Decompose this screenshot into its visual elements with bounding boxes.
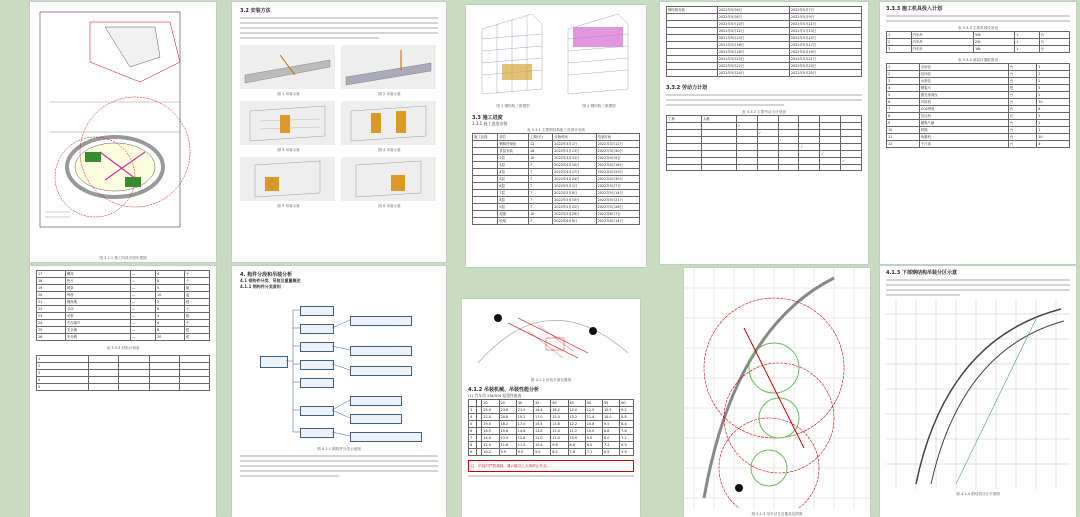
table-row: 4 钢卷尺 把 5: [887, 85, 1070, 92]
table-row: 8层 7 2022年5月15日 2022年5月21日: [473, 197, 640, 204]
table-row: 9 碳弧气刨 台 2: [887, 120, 1070, 127]
section-heading: 3.3 施工进度: [472, 115, 503, 121]
table-row: 7层 7 2022年5月8日 2022年5月14日: [473, 190, 640, 197]
table-row: 21 钢丝绳 — 2 根: [37, 299, 210, 306]
figure-3d-1: 图 1 吊装示意: [240, 45, 337, 97]
table-row: 26 安全网 — 20 张: [37, 334, 210, 341]
subsection-heading: 4.1.1 钢构件分类原则: [240, 284, 281, 289]
figure-caption: 图 4.1.4 钢结构分区平面图: [956, 492, 1000, 496]
page-thumbnail-component-analysis[interactable]: [232, 266, 446, 517]
table-header-row: 施工区段 部位 工期(天) 开始时间 结束时间: [473, 134, 640, 141]
page-thumbnail-zoning[interactable]: [880, 266, 1076, 517]
labour-dates-table: [666, 6, 862, 77]
table-row: 11 角磨机 台 10: [887, 134, 1070, 141]
page-thumbnail-materials[interactable]: [30, 266, 216, 517]
table-row: 屋面 10 2022年5月29日 2022年6月7日: [473, 211, 640, 218]
table-header-row: 20 25 30 35 40 45 50 55 60: [469, 400, 634, 407]
section-heading: 4. 构件分段和吊装分析: [240, 272, 293, 278]
table-row: 2 经纬仪 台 2: [887, 71, 1070, 78]
table-row: 17 螺栓 — 4 个: [37, 271, 210, 278]
table-row: 2022年5月16日 2022年5月17日: [667, 42, 862, 49]
table-row: 2 汽车吊 25t 1 台: [887, 39, 1070, 46]
table-row: 2022年5月24日 2022年5月25日: [667, 70, 862, 77]
instrument-table: [886, 63, 1070, 148]
table-row: 5层 7 2022年4月24日 2022年4月30日: [473, 176, 640, 183]
table-row: 3 汽车吊 16t 1 台: [887, 46, 1070, 53]
table-title: 表 3.3.3 主要机械设备表: [957, 26, 999, 30]
subsection-heading: 3.3.1 施工进度安排: [472, 121, 508, 126]
table-row: 收尾 7 2022年6月8日 2022年6月14日: [473, 218, 640, 225]
table-row: 24 手拉葫芦 — 4 个: [37, 320, 210, 327]
table-row: 6层 7 2022年5月1日 2022年5月7日: [473, 183, 640, 190]
figure-caption: 图 4.1.3 吊车站位及覆盖范围图: [751, 512, 803, 516]
figure-caption: 图 4.1.1 钢构件分类示意图: [317, 447, 361, 451]
figure-3d-4: 图 4 吊装示意: [341, 101, 438, 153]
page-thumbnail-crane-performance[interactable]: [462, 299, 640, 517]
page-thumbnail-labour-plan[interactable]: [660, 2, 868, 264]
section-heading: 4.1.2 吊装机械、吊装性能分析: [468, 387, 539, 393]
table-title: 表 3.3.4 测量仪器配置表: [957, 58, 999, 62]
table-row: 19 焊条 — 5 箱: [37, 285, 210, 292]
page-thumbnail-crane-coverage[interactable]: [684, 268, 870, 517]
table-row: 20 焊丝 — 10 盘: [37, 292, 210, 299]
figure-caption: 图 4.1.2 吊装平面布置图: [530, 378, 572, 382]
figure-3d-2: 图 2 吊装示意: [341, 45, 438, 97]
table-row: 3层 7 2022年4月10日 2022年4月16日: [473, 162, 640, 169]
figure-caption: 图 3.2.1 施工阶段平面布置图: [99, 256, 147, 260]
table-row: 2022年5月8日 2022年5月9日: [667, 14, 862, 21]
table-row: 2022年5月12日 2022年5月13日: [667, 28, 862, 35]
table-row: 2022年5月18日 2022年5月19日: [667, 49, 862, 56]
table-row: 2层 10 2022年3月31日 2022年4月9日: [473, 155, 640, 162]
page-thumbnail-schedule[interactable]: [466, 5, 646, 267]
table-row: 钢构件深化 12 2022年3月1日 2022年3月12日: [473, 141, 640, 148]
table-row: 5 激光垂准仪 台 1: [887, 92, 1070, 99]
section-heading: 3.3.2 劳动力计划: [666, 85, 707, 91]
model-figure-2: 图 2 钢结构三维模型: [558, 9, 640, 109]
figure-3d-3: 图 3 吊装示意: [240, 101, 337, 153]
table-row: 18 垫片 — 8 个: [37, 278, 210, 285]
subsection-heading: 4.1 钢构件分类、吊装及重量概述: [240, 278, 301, 283]
materials-table: [36, 270, 210, 341]
table-title: (1) 汽车吊 25t/50t 起重性能表: [468, 393, 522, 398]
table-title: 表 3.3.2 主要劳动力计划表: [742, 110, 786, 114]
crane-capacity-table: 20 25 30 35 40 45 50 55 60 3 25.0 23.6 21.0 18.4 16.2 14.0 12.0 10.5 9.2 4 22.0 20.8 19.2 17.0 15.0 13.2 11.4 10.0 8.8 5 19.0 18.2 17.0 15.4 13.8 12.2 10.8 9.5 8.4 6 16.5 15.8 14.8 13.6 12.4 11.2 10.0 8.8 7.8 7 14.0 13.5 12.8 12.0 11.0 10.0 9.0 8.0 7.2 8 12.0 11.6 11.0 10.4 9.6 8.8 8.0 7.2 6.5 9 10.2 9.9 9.5 9.0 8.4 7.8 7.1 6.5 5.9: [468, 399, 634, 456]
crane-layout-drawing: [468, 303, 634, 375]
crane-coverage-drawing: [684, 268, 870, 508]
schedule-table: [472, 133, 640, 225]
table-row: 9层 7 2022年5月22日 2022年5月28日: [473, 204, 640, 211]
section-heading: 4.1.3 下部钢结构吊装分区示意: [886, 270, 957, 276]
table-row: 1 全站仪 台 1: [887, 64, 1070, 71]
warning-note: 注：吊装时严禁超载，遇六级以上大风停止作业。: [468, 460, 634, 472]
table-row: 10 烘箱 台 1: [887, 127, 1070, 134]
page-thumbnail-equipment[interactable]: [880, 2, 1076, 264]
page-thumbnail-installation-method[interactable]: [232, 2, 446, 262]
table-row: 6 对讲机 台 10: [887, 99, 1070, 106]
table-row: 1 汽车吊 50t 1 台: [887, 32, 1070, 39]
table-row: 7 CO2焊机 台 8: [887, 106, 1070, 113]
labour-table: 工种 人数 ✓ ✓ ✓ ✓ ✓ ✓: [666, 115, 862, 171]
table-row: 2022年5月10日 2022年5月11日: [667, 21, 862, 28]
model-figure-1: 图 1 钢结构三维模型: [472, 9, 554, 109]
table-title: 表 3.3.1 主要钢结构施工进度计划表: [526, 128, 586, 132]
zoning-drawing: [886, 299, 1070, 489]
section-heading: 3.3.3 施工机具投入计划: [886, 6, 942, 12]
materials-table-2: 1 2 3 4 5: [36, 355, 210, 391]
site-plan-drawing: [30, 2, 216, 252]
table-row: 2022年5月22日 2022年5月23日: [667, 63, 862, 70]
table-row: 3 水准仪 台 2: [887, 78, 1070, 85]
table-row: 2022年5月20日 2022年5月21日: [667, 56, 862, 63]
table-row: 22 卡环 — 6 个: [37, 306, 210, 313]
table-row: 25 安全绳 — 8 根: [37, 327, 210, 334]
table-row: 首层安装 18 2022年3月13日 2022年3月30日: [473, 148, 640, 155]
section-heading: 3.2 安装方法: [240, 8, 271, 14]
classification-flowchart: [240, 296, 438, 446]
table-row: 4层 7 2022年4月17日 2022年4月23日: [473, 169, 640, 176]
table-row: 12 千斤顶 台 4: [887, 141, 1070, 148]
figure-3d-5: 图 5 吊装示意: [240, 157, 337, 209]
table-title: 表 3.3.5 材料计划表: [106, 346, 140, 350]
equipment-table: [886, 31, 1070, 53]
table-row: 23 吊带 — 4 根: [37, 313, 210, 320]
table-row: 2022年5月14日 2022年5月15日: [667, 35, 862, 42]
table-row: 8 空压机 台 2: [887, 113, 1070, 120]
page-thumbnail-site-plan[interactable]: [30, 2, 216, 262]
table-row: 钢结构安装 2022年5月6日 2022年5月7日: [667, 7, 862, 14]
figure-3d-6: 图 6 吊装示意: [341, 157, 438, 209]
